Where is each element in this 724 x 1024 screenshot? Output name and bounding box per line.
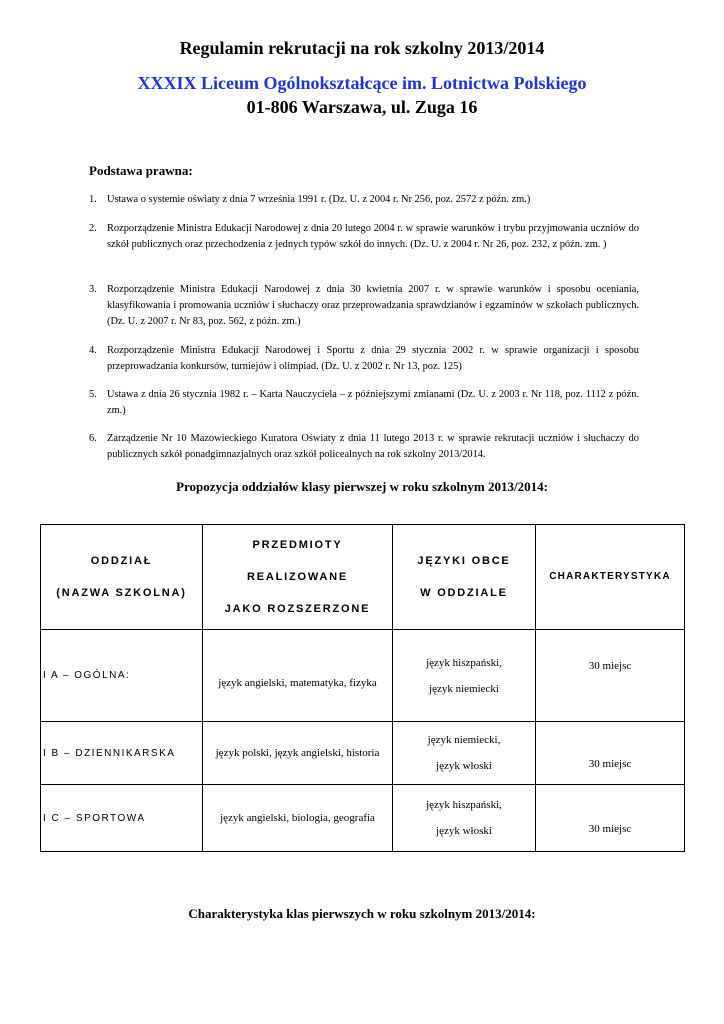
- class-name-cell: I B – DZIENNIKARSKA: [41, 722, 203, 785]
- table-row: [41, 630, 685, 722]
- language-item: język włoski: [436, 825, 492, 837]
- language-item: język niemiecki: [429, 682, 499, 695]
- language-item: język hiszpański,: [426, 799, 502, 811]
- legal-item-text: Zarządzenie Nr 10 Mazowieckiego Kuratora Oświaty z dnia 11 lutego 2013 r. w sprawie rekrutacji uczniów i słuchaczy do publicznych szkół ponadgimnazjalnych oraz szkół policealnych na rok szkolny 2013/2014.: [107, 433, 639, 460]
- languages-cell: [393, 722, 536, 785]
- language-item: język niemiecki,: [427, 734, 501, 746]
- legal-item-number: 5.: [89, 389, 97, 400]
- legal-item: [89, 343, 639, 375]
- column-header-languages-line1: JĘZYKI OBCE: [417, 555, 511, 567]
- legal-item-number: 2.: [89, 223, 97, 234]
- subjects-cell: język angielski, biologia, geografia: [203, 785, 393, 852]
- school-name: XXXIX Liceum Ogólnokształcące im. Lotnictwa Polskiego: [137, 73, 587, 93]
- column-header-languages-line2: W ODDZIALE: [420, 587, 508, 599]
- characteristics-cell: 30 miejsc: [536, 785, 685, 852]
- legal-item: [89, 192, 639, 208]
- legal-item-number: 3.: [89, 284, 97, 295]
- languages-cell: [393, 785, 536, 852]
- legal-item-text: Rozporządzenie Ministra Edukacji Narodowej i Sportu z dnia 29 stycznia 2002 r. w sprawie organizacji i sposobu przeprowadzania konkursów, turniejów i olimpiad. (Dz. U. z 2002 r. Nr 13, poz. 125): [107, 345, 639, 372]
- classes-table: [40, 524, 685, 852]
- language-item: język hiszpański,: [426, 656, 502, 669]
- column-header-class-line1: ODDZIAŁ: [90, 555, 153, 567]
- column-header-subjects-line2: REALIZOWANE: [246, 571, 349, 583]
- characteristics-heading: Charakterystyka klas pierwszych w roku szkolnym 2013/2014:: [188, 906, 536, 921]
- legal-item-text: Ustawa o systemie oświaty z dnia 7 września 1991 r. (Dz. U. z 2004 r. Nr 256, poz. 2572 z późn. zm.): [107, 194, 531, 205]
- column-header-languages: [393, 525, 536, 630]
- table-header-row: [41, 525, 685, 630]
- legal-item-number: 6.: [89, 433, 97, 444]
- column-header-subjects-line1: PRZEDMIOTY: [252, 539, 343, 551]
- table-row: [41, 722, 685, 785]
- column-header-class-line2: (NAZWA SZKOLNA): [56, 587, 187, 599]
- legal-basis-heading: Podstawa prawna:: [89, 163, 193, 178]
- school-address: 01-806 Warszawa, ul. Zuga 16: [246, 97, 478, 117]
- legal-item-text: Rozporządzenie Ministra Edukacji Narodowej z dnia 20 lutego 2004 r. w sprawie warunków i trybu przyjmowania uczniów do szkół publicznych oraz przechodzenia z jednych typów szkół do innych. (Dz. U. z 2004 r. Nr 26, poz. 232, z późn. zm. ): [107, 223, 639, 250]
- legal-item-number: 4.: [89, 345, 97, 356]
- legal-item-number: 1.: [89, 194, 97, 205]
- legal-item: [89, 387, 639, 419]
- column-header-characteristics: CHARAKTERYSTYKA: [536, 525, 685, 630]
- proposal-heading: Propozycja oddziałów klasy pierwszej w roku szkolnym 2013/2014:: [176, 479, 548, 494]
- legal-item-text: Rozporządzenie Ministra Edukacji Narodowej z dnia 30 kwietnia 2007 r. w sprawie warunków i sposobu oceniania, klasyfikowania i promowania uczniów i słuchaczy oraz przeprowadzania sprawdzianów i egzaminów w szkołach publicznych. (Dz. U. z 2007 r. Nr 83, poz. 562, z późn. zm.): [107, 284, 639, 327]
- characteristics-cell: 30 miejsc: [536, 630, 685, 722]
- column-header-class: [41, 525, 203, 630]
- legal-item: [89, 431, 639, 463]
- legal-item: [89, 282, 639, 330]
- column-header-subjects: [203, 525, 393, 630]
- document-title: Regulamin rekrutacji na rok szkolny 2013/2014: [179, 38, 545, 58]
- language-item: język włoski: [436, 760, 492, 772]
- column-header-subjects-line3: JAKO ROZSZERZONE: [224, 603, 371, 615]
- legal-item: [89, 221, 639, 253]
- characteristics-cell: 30 miejsc: [536, 722, 685, 785]
- languages-cell: [393, 630, 536, 722]
- table-row: [41, 785, 685, 852]
- class-name-cell: I C – SPORTOWA: [41, 785, 203, 852]
- subjects-cell: język angielski, matematyka, fizyka: [203, 630, 393, 722]
- class-name-cell: I A – OGÓLNA:: [41, 630, 203, 722]
- subjects-cell: język polski, język angielski, historia: [203, 722, 393, 785]
- legal-item-text: Ustawa z dnia 26 stycznia 1982 r. – Karta Nauczyciela – z późniejszymi zmianami (Dz. U. z 2003 r. Nr 118, poz. 1112 z późn. zm.): [107, 389, 639, 416]
